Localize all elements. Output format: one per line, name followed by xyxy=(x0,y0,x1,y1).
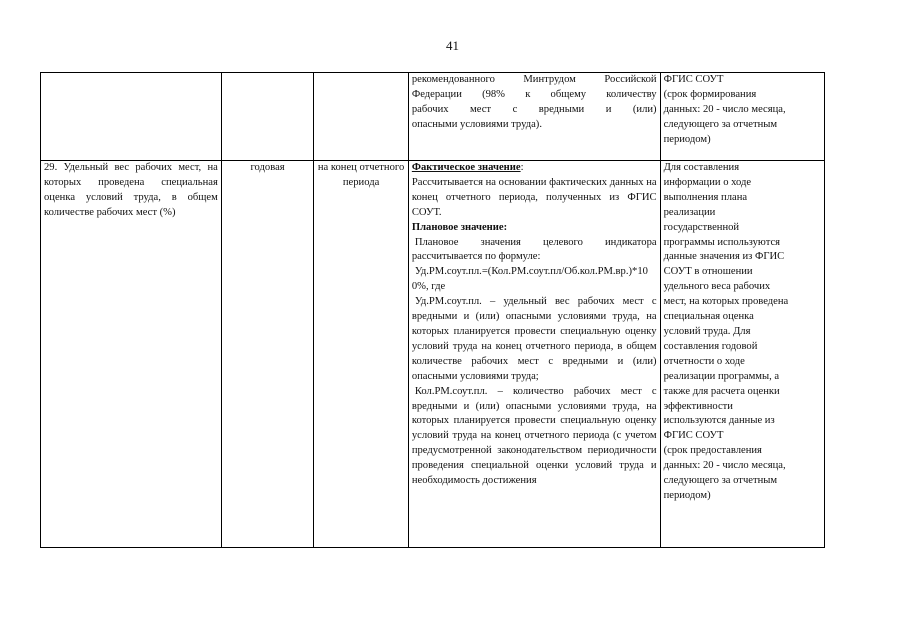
plan-text: Плановое значения целевого индикатора рассчитывается по формуле: xyxy=(411,236,657,263)
source-line: удельного веса рабочих xyxy=(663,281,771,293)
source-line: периодом) xyxy=(663,133,711,145)
source-line: ФГИС СОУТ xyxy=(663,74,724,85)
formula: Уд.РМ.соут.пл.=(Кол.РМ.соут.пл/Об.кол.РМ.вр.)*100%, где xyxy=(411,266,648,293)
plan-heading: Плановое значение: xyxy=(411,221,508,233)
source-line: также для расчета оценки xyxy=(663,385,780,397)
source-line: Для составления xyxy=(663,162,740,173)
source-line: специальная оценка xyxy=(663,311,754,323)
source-line: используются данные из xyxy=(663,415,775,427)
cell-indicator-name xyxy=(41,73,222,161)
method-line: Федерации (98% к общему количеству xyxy=(411,88,657,100)
method-line: опасными условиями труда). xyxy=(411,118,542,130)
definition-kol: Кол.РМ.соут.пл. – количество рабочих мест с вредными и (или) опасными условиями труда, на которых планируется провести специальную оценку условий труда на конец отчетного периода (с учетом предусмотренной законодательством периодичности проведения специальной оценки условий труда и необходимость достижения xyxy=(411,385,657,487)
source-line: государственной xyxy=(663,221,740,233)
cell-periodicity xyxy=(221,73,313,161)
fact-colon: : xyxy=(520,162,524,173)
source-line: отчетности о ходе xyxy=(663,355,745,367)
source-line: программы используются xyxy=(663,236,781,248)
source-line: следующего за отчетным xyxy=(663,118,778,130)
page-number: 41 xyxy=(446,38,459,53)
definition-uds: Уд.РМ.соут.пл. – удельный вес рабочих мест с вредными и (или) опасными условиями труда, на которых планируется провести специальную оценку условий труда на конец отчетного периода, в общем количестве рабочих мест с вредными и (или) опасными условиями труда; xyxy=(411,296,657,382)
fact-text: Рассчитывается на основании фактических данных на конец отчетного периода, полученных из ФГИС СОУТ. xyxy=(411,176,657,218)
source-line: условий труда. Для xyxy=(663,325,751,337)
source-line: ФГИС СОУТ xyxy=(663,430,724,442)
method-line: рекомендованного Минтрудом Российской xyxy=(411,74,657,85)
source-line: (срок формирования xyxy=(663,88,757,100)
source-line: мест, на которых проведена xyxy=(663,296,789,308)
source-line: эффективности xyxy=(663,400,733,412)
cell-method xyxy=(408,73,660,161)
source-line: реализации xyxy=(663,206,716,218)
table-row xyxy=(41,161,825,548)
cell-indicator-name: 29. Удельный вес рабочих мест, на которых проведена специальная оценка условий труда, в общем количестве рабочих мест (%) xyxy=(41,161,222,548)
table-row xyxy=(41,73,825,161)
cell-time-point: на конец отчетного периода xyxy=(314,161,409,548)
source-line: периодом) xyxy=(663,489,711,501)
source-line: составления годовой xyxy=(663,340,758,352)
cell-time-point xyxy=(314,73,409,161)
indicator-table xyxy=(40,72,825,548)
cell-method xyxy=(408,161,660,548)
fact-block xyxy=(412,161,657,176)
cell-source xyxy=(660,73,824,161)
source-line: информации о ходе xyxy=(663,176,752,188)
source-line: СОУТ в отношении xyxy=(663,266,753,278)
cell-source xyxy=(660,161,824,548)
source-line: следующего за отчетным xyxy=(663,475,778,487)
source-line: выполнения плана xyxy=(663,191,748,203)
source-line: данных: 20 - число месяца, xyxy=(663,460,786,472)
source-line: реализации программы, а xyxy=(663,370,780,382)
source-line: (срок предоставления xyxy=(663,445,762,457)
source-line: данные значения из ФГИС xyxy=(663,251,785,263)
source-line: данных: 20 - число месяца, xyxy=(663,103,786,115)
fact-heading: Фактическое значение xyxy=(411,162,521,173)
cell-periodicity: годовая xyxy=(221,161,313,548)
method-line: рабочих мест с вредными и (или) xyxy=(411,103,657,115)
